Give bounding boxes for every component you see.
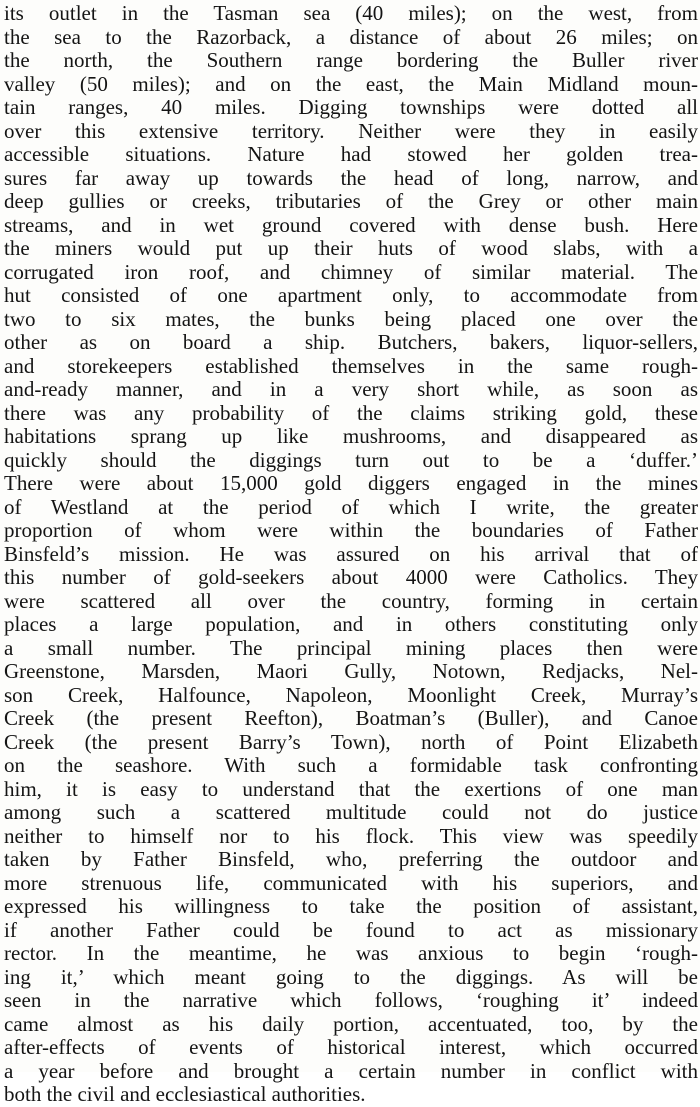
text-line: valley (50 miles); and on the east, the Main Midland moun- [4, 72, 698, 96]
text-line: the miners would put up their huts of wood slabs, with a [4, 237, 698, 260]
text-line: Creek (the present Reefton), Boatman’s (Buller), and Canoe [4, 707, 698, 730]
text-line: neither to himself nor to his flock. This view was speedily [4, 824, 698, 848]
text-line: there was any probability of the claims striking gold, these [4, 401, 698, 425]
text-line: more strenuous life, communicated with his superiors, and [4, 871, 698, 895]
text-line: Binsfeld’s mission. He was assured on his arrival that of [4, 542, 698, 566]
text-line: of Westland at the period of which I write, the greater [4, 495, 698, 519]
text-line: accessible situations. Nature had stowed her golden trea- [4, 143, 698, 166]
text-line: other as on board a ship. Butchers, bakers, liquor-sellers, [4, 331, 698, 354]
text-line: and-ready manner, and in a very short while, as soon as [4, 378, 698, 401]
text-line: this number of gold-seekers about 4000 were Catholics. They [4, 566, 698, 589]
text-line: were scattered all over the country, forming in certain [4, 589, 698, 613]
text-line: two to six mates, the bunks being placed one over the [4, 307, 698, 331]
text-line: quickly should the diggings turn out to be a ‘duffer.’ [4, 448, 698, 472]
text-line: after-effects of events of historical interest, which occurred [4, 1036, 698, 1059]
text-line: the sea to the Razorback, a distance of about 26 miles; on [4, 25, 698, 49]
text-line: sures far away up towards the head of long, narrow, and [4, 166, 698, 190]
text-line: among such a scattered multitude could not do justice [4, 801, 698, 824]
body-text [4, 2, 698, 1107]
text-line: the north, the Southern range bordering the Buller river [4, 49, 698, 72]
text-line: taken by Father Binsfeld, who, preferring the outdoor and [4, 848, 698, 871]
text-line: ing it,’ which meant going to the diggings. As will be [4, 965, 698, 989]
text-line: its outlet in the Tasman sea (40 miles); on the west, from [4, 2, 698, 25]
text-line: son Creek, Halfounce, Napoleon, Moonlight Creek, Murray’s [4, 683, 698, 707]
text-line: over this extensive territory. Neither were they in easily [4, 119, 698, 143]
text-line: places a large population, and in others constituting only [4, 613, 698, 636]
text-line: a small number. The principal mining places then were [4, 636, 698, 660]
text-line: Creek (the present Barry’s Town), north of Point Elizabeth [4, 730, 698, 754]
text-line: habitations sprang up like mushrooms, and disappeared as [4, 425, 698, 448]
text-line: came almost as his daily portion, accentuated, too, by the [4, 1012, 698, 1036]
text-line: deep gullies or creeks, tributaries of the Grey or other main [4, 190, 698, 213]
text-line: seen in the narrative which follows, ‘roughing it’ indeed [4, 989, 698, 1012]
text-line: expressed his willingness to take the position of assistant, [4, 895, 698, 918]
text-line: a year before and brought a certain number in conflict with [4, 1059, 698, 1083]
text-line: proportion of whom were within the boundaries of Father [4, 519, 698, 542]
text-line: on the seashore. With such a formidable task confronting [4, 754, 698, 777]
text-line: streams, and in wet ground covered with dense bush. Here [4, 213, 698, 237]
text-line: rector. In the meantime, he was anxious to begin ‘rough- [4, 942, 698, 965]
text-line: There were about 15,000 gold diggers engaged in the mines [4, 472, 698, 495]
text-line: hut consisted of one apartment only, to accommodate from [4, 284, 698, 307]
text-line: him, it is easy to understand that the exertions of one man [4, 777, 698, 801]
text-line: Greenstone, Marsden, Maori Gully, Notown, Redjacks, Nel- [4, 660, 698, 683]
text-line: and storekeepers established themselves in the same rough- [4, 354, 698, 378]
text-line: if another Father could be found to act as missionary [4, 918, 698, 942]
text-line: corrugated iron roof, and chimney of similar material. The [4, 260, 698, 284]
text-line: both the civil and ecclesiastical authorities. [4, 1083, 366, 1106]
text-line: tain ranges, 40 miles. Digging townships were dotted all [4, 96, 698, 119]
